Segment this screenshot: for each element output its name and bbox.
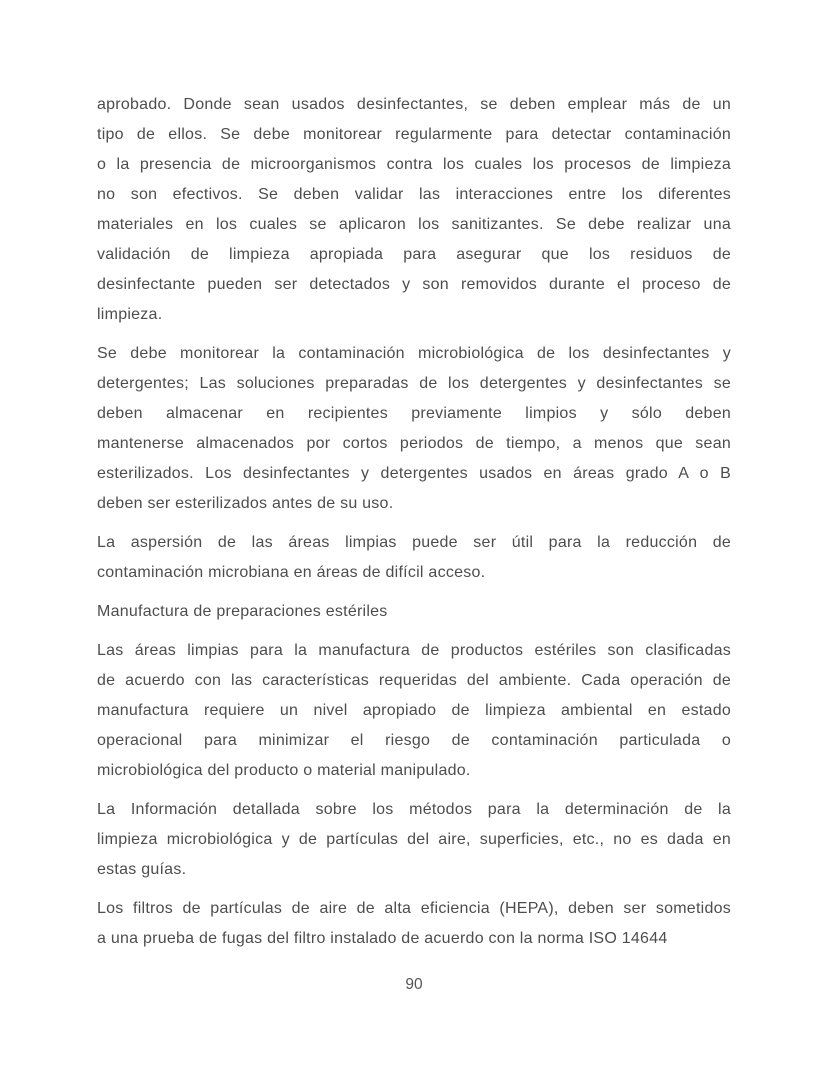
paragraph [97,795,731,885]
text-line: La aspersión de las áreas limpias puede ser útil para la reducción de [97,534,731,551]
text-line: detergentes; Las soluciones preparadas de los detergentes y desinfectantes se [97,375,731,392]
text-line: no son efectivos. Se deben validar las interacciones entre los diferentes [97,186,731,203]
text-line: manufactura requiere un nivel apropiado de limpieza ambiental en estado [97,702,731,719]
text-line: Las áreas limpias para la manufactura de productos estériles son clasificadas [97,642,731,659]
text-line: aprobado. Donde sean usados desinfectantes, se deben emplear más de un [97,96,731,113]
text-line: Manufactura de preparaciones estériles [97,603,388,620]
text-line: Se debe monitorear la contaminación microbiológica de los desinfectantes y [97,345,731,362]
text-line: estas guías. [97,861,187,878]
page-number: 90 [405,976,423,993]
paragraph [97,636,731,786]
text-line: esterilizados. Los desinfectantes y detergentes usados en áreas grado A o B [97,465,731,482]
text-line: La Información detallada sobre los métodos para la determinación de la [97,801,731,818]
text-line: deben ser esterilizados antes de su uso. [97,495,394,512]
text-line: tipo de ellos. Se debe monitorear regularmente para detectar contaminación [97,126,731,143]
text-line: limpieza. [97,306,163,323]
text-line: operacional para minimizar el riesgo de contaminación particulada o [97,732,731,749]
text-line: de acuerdo con las características requeridas del ambiente. Cada operación de [97,672,731,689]
paragraph [97,894,731,954]
paragraph [97,339,731,519]
paragraph [97,528,731,588]
text-line: desinfectante pueden ser detectados y son removidos durante el proceso de [97,276,731,293]
heading [97,597,731,627]
text-line: Los filtros de partículas de aire de alta eficiencia (HEPA), deben ser sometidos [97,900,731,917]
text-line: limpieza microbiológica y de partículas del aire, superficies, etc., no es dada en [97,831,731,848]
text-line: o la presencia de microorganismos contra los cuales los procesos de limpieza [97,156,731,173]
text-line: deben almacenar en recipientes previamente limpios y sólo deben [97,405,731,422]
text-line: validación de limpieza apropiada para asegurar que los residuos de [97,246,731,263]
document-content [97,90,731,963]
text-line: mantenerse almacenados por cortos periodos de tiempo, a menos que sean [97,435,731,452]
text-line: a una prueba de fugas del filtro instalado de acuerdo con la norma ISO 14644 [97,930,668,947]
text-line: microbiológica del producto o material manipulado. [97,762,471,779]
paragraph [97,90,731,330]
text-line: contaminación microbiana en áreas de difícil acceso. [97,564,486,581]
text-line: materiales en los cuales se aplicaron los sanitizantes. Se debe realizar una [97,216,731,233]
